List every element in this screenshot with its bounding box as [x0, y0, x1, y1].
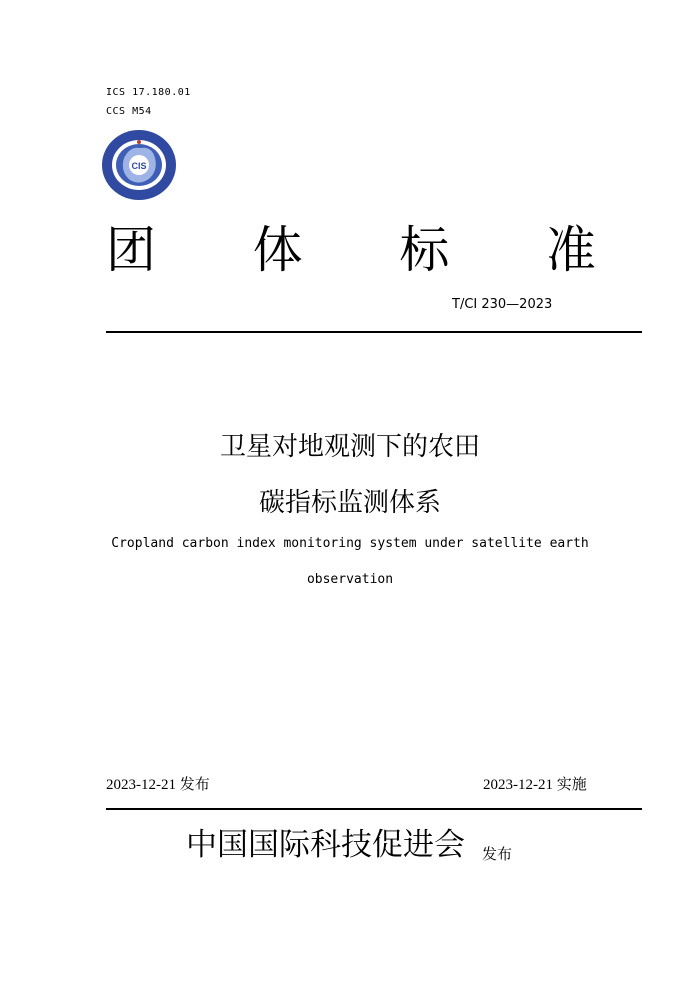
ccs-code: CCS M54	[106, 106, 152, 117]
document-type-heading	[106, 214, 596, 286]
seal-icon	[100, 128, 178, 202]
standard-number: T/CI 230—2023	[452, 297, 553, 312]
title-chinese-line-1: 卫星对地观测下的农田	[219, 432, 480, 462]
ics-code: ICS 17.180.01	[106, 87, 191, 98]
publish-label: 发布	[482, 845, 513, 863]
top-divider	[106, 331, 642, 333]
release-date: 2023-12-21 发布	[106, 777, 210, 793]
bottom-divider	[106, 808, 642, 810]
implementation-date: 2023-12-21 实施	[483, 777, 587, 793]
doc-type-char: 团	[106, 221, 156, 279]
title-english-line-2: observation	[306, 572, 394, 587]
seal-emblem-text: CIS	[131, 161, 147, 171]
title-english-line-1: Cropland carbon index monitoring system under satellite earth	[111, 536, 589, 551]
publisher-name: 中国国际科技促进会	[186, 827, 465, 863]
doc-type-char: 准	[545, 221, 596, 279]
title-chinese-line-2: 碳指标监测体系	[258, 488, 441, 518]
doc-type-char: 标	[399, 221, 450, 279]
organization-logo	[100, 128, 178, 202]
doc-type-char: 体	[252, 221, 303, 279]
